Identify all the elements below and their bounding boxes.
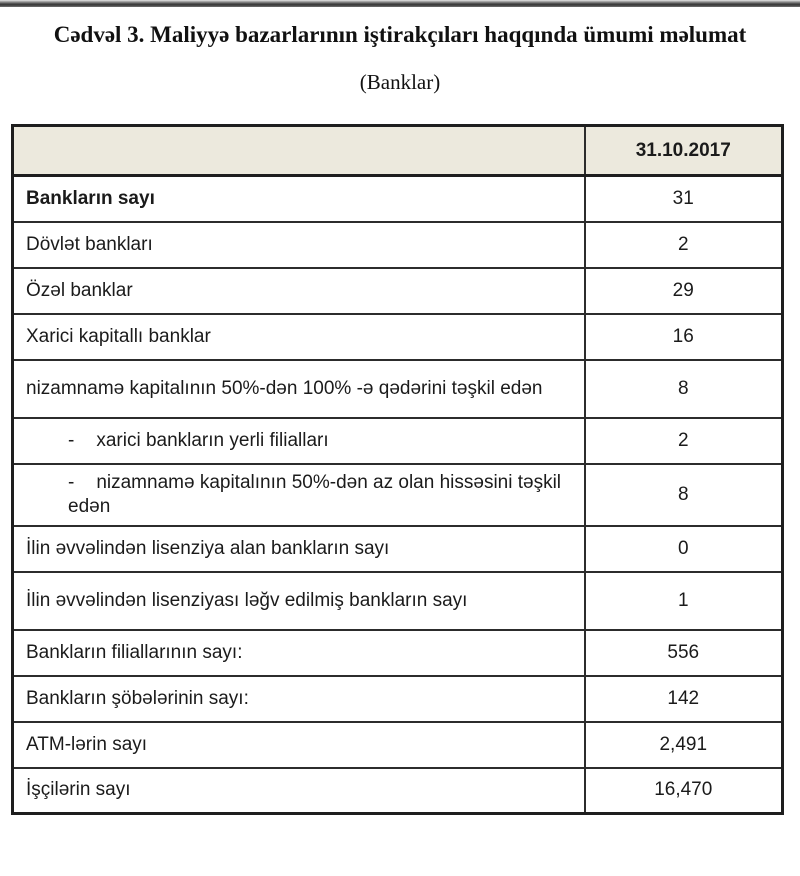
row-label: Dövlət bankları: [26, 233, 153, 255]
dash-bullet: -: [68, 471, 75, 493]
row-value: 8: [585, 464, 783, 526]
row-value: 0: [585, 526, 783, 572]
banks-table-container: [11, 124, 781, 815]
row-label: İlin əvvəlindən lisenziya alan bankların sayı: [26, 537, 390, 559]
page-subtitle: (Banklar): [359, 70, 441, 94]
row-label: nizamnamə kapitalının 50%-dən az olan hissəsini təşkil edən: [68, 471, 562, 517]
row-value: 8: [585, 360, 783, 418]
row-label: nizamnamə kapitalının 50%-dən 100% -ə qədərini təşkil edən: [26, 377, 543, 399]
row-label: ATM-lərin sayı: [26, 733, 148, 755]
row-label: xarici bankların yerli filialları: [96, 429, 329, 451]
row-label: İlin əvvəlindən lisenziyası ləğv edilmiş bankların sayı: [26, 589, 468, 611]
table-row: [13, 572, 783, 630]
table-row: [13, 676, 783, 722]
banks-table: [11, 124, 784, 815]
table-row: [13, 464, 783, 526]
row-label: Xarici kapitallı banklar: [26, 325, 211, 347]
table-row: [13, 360, 783, 418]
row-label: Özəl banklar: [26, 279, 133, 301]
table-row: [13, 418, 783, 464]
header-empty-cell: [13, 126, 585, 176]
table-row: [13, 268, 783, 314]
row-label: Bankların sayı: [26, 187, 155, 209]
row-value: 31: [585, 176, 783, 222]
table-header-row: [13, 126, 783, 176]
table-row: [13, 222, 783, 268]
dash-bullet: -: [68, 429, 75, 451]
table-row: [13, 176, 783, 222]
header-date-cell: 31.10.2017: [585, 126, 783, 176]
row-label: İşçilərin sayı: [26, 779, 131, 801]
row-value: 1: [585, 572, 783, 630]
table-row: [13, 722, 783, 768]
table-row: [13, 630, 783, 676]
table-body: [13, 176, 783, 814]
row-value: 2,491: [585, 722, 783, 768]
row-value: 142: [585, 676, 783, 722]
table-row: [13, 768, 783, 814]
row-label: Bankların filiallarının sayı:: [26, 641, 243, 663]
table-row: [13, 526, 783, 572]
table-row: [13, 314, 783, 360]
window-edge-bar: [0, 0, 800, 7]
row-value: 16: [585, 314, 783, 360]
row-value: 556: [585, 630, 783, 676]
row-value: 16,470: [585, 768, 783, 814]
row-value: 2: [585, 418, 783, 464]
page-title: Cədvəl 3. Maliyyə bazarlarının iştirakçıları haqqında ümumi məlumat: [53, 22, 747, 47]
row-value: 2: [585, 222, 783, 268]
row-value: 29: [585, 268, 783, 314]
row-label: Bankların şöbələrinin sayı:: [26, 687, 249, 709]
